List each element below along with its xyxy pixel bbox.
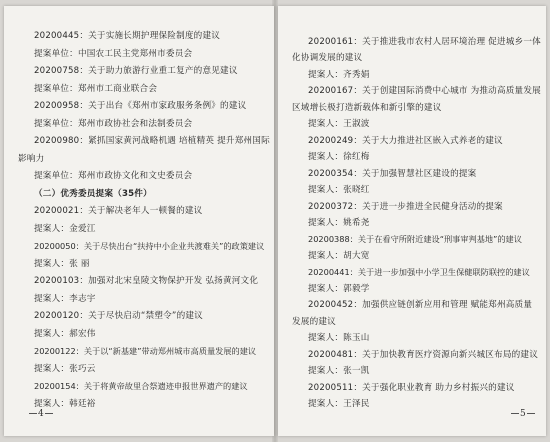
proposer-line: 提案人：齐秀娟 <box>308 70 370 80</box>
proposer-line: 提案人：郝宏伟 <box>34 329 96 339</box>
proposer-line: 提案人：金爱江 <box>34 224 96 234</box>
proposal-line: 20200441：关于进一步加强中小学卫生保健联防联控的建议 <box>308 267 530 277</box>
proposal-line: 20200120：关于尽快启动“禁塑令”的建议 <box>34 311 203 321</box>
proposal-line: 20200958：关于出台《郑州市家政服务条例》的建议 <box>34 101 247 111</box>
proposer-line: 提案人：姚希尧 <box>308 218 370 228</box>
proposal-line: 20200758：关于助力旅游行业重工复产的意见建议 <box>34 66 238 76</box>
proposal-line: 20200445：关于实施长期护理保险制度的建议 <box>34 31 221 41</box>
proposer-line: 提案人：王淑波 <box>308 119 370 129</box>
proposal-line: 20200980：紧抓国家黄河战略机遇 培植精英 提升郑州国际 <box>34 136 270 146</box>
proposer-line: 提案人：胡大宽 <box>308 251 370 261</box>
proposal-line: 20200154：关于将黄帝故里合祭遗迹申报世界遗产的建议 <box>34 381 248 391</box>
proposer-line: 提案人：李志宇 <box>34 294 96 304</box>
proposal-line: 20200388：关于在看守所附近建设“刑事审判基地”的建议 <box>308 234 522 244</box>
proposal-line: 20200021：关于解决老年人一顿餐的建议 <box>34 206 203 216</box>
proposer-line: 提案人：郭毅学 <box>308 284 370 294</box>
page-number-value: 5 <box>520 409 526 419</box>
submitter-line: 提案单位：郑州市工商业联合会 <box>34 84 158 94</box>
proposal-line: 20200372：关于进一步推进全民健身活动的提案 <box>308 202 503 212</box>
proposal-line-continued: 影响力 <box>18 154 45 164</box>
page-number <box>510 409 536 419</box>
proposal-line: 20200481：关于加快教育医疗资源向新兴城区布局的建议 <box>308 350 539 360</box>
folio-dash <box>29 413 37 414</box>
submitter-line: 提案单位：郑州市政协社会和法制委员会 <box>34 119 193 129</box>
right-page <box>278 6 546 436</box>
proposer-line: 提案人：张巧云 <box>34 364 96 374</box>
section-heading: （二）优秀委员提案（35件） <box>34 189 152 199</box>
proposal-line: 20200452：加强供应链创新应用和管理 赋能郑州高质量 <box>308 300 533 310</box>
proposal-line-continued: 发展的建议 <box>292 317 336 327</box>
proposer-line: 提案人：张晓红 <box>308 185 370 195</box>
proposal-line: 20200354：关于加强智慧社区建设的提案 <box>308 169 477 179</box>
proposal-line: 20200511：关于强化职业教育 助力乡村振兴的建议 <box>308 383 515 393</box>
proposal-line-continued: 区域增长极打造新载体和新引擎的建议 <box>292 103 442 113</box>
proposer-line: 提案人：陈玉山 <box>308 333 370 343</box>
proposal-line: 20200161：关于推进我市农村人居环境治理 促进城乡一体 <box>308 37 541 47</box>
proposer-line: 提案人：徐红梅 <box>308 152 370 162</box>
proposer-line: 提案人：张 丽 <box>34 259 90 269</box>
proposal-line: 20200122：关于以“新基建”带动郑州城市高质量发展的建议 <box>34 346 257 356</box>
proposer-line: 提案人：韩廷裕 <box>34 399 96 409</box>
folio-dash <box>511 413 519 414</box>
folio-dash <box>45 413 53 414</box>
proposer-line: 提案人：张一凯 <box>308 366 370 376</box>
page-number <box>28 409 54 419</box>
proposal-line: 20200249：关于大力推进社区嵌入式养老的建议 <box>308 136 503 146</box>
submitter-line: 提案单位：郑州市政协文化和文史委员会 <box>34 171 193 181</box>
page-number-value: 4 <box>38 409 44 419</box>
proposal-line: 20200050：关于尽快出台“扶持中小企业共渡难关”的政策建议 <box>34 241 265 251</box>
proposer-line: 提案人：王泽民 <box>308 399 370 409</box>
folio-dash <box>527 413 535 414</box>
proposal-line: 20200103：加强对北宋皇陵文物保护开发 弘扬黄河文化 <box>34 276 259 286</box>
proposal-line-continued: 化协调发展的建议 <box>292 53 363 63</box>
proposal-line: 20200167：关于创建国际消费中心城市 为推动高质量发展 <box>308 86 541 96</box>
submitter-line: 提案单位：中国农工民主党郑州市委员会 <box>34 49 193 59</box>
left-page <box>4 6 274 436</box>
